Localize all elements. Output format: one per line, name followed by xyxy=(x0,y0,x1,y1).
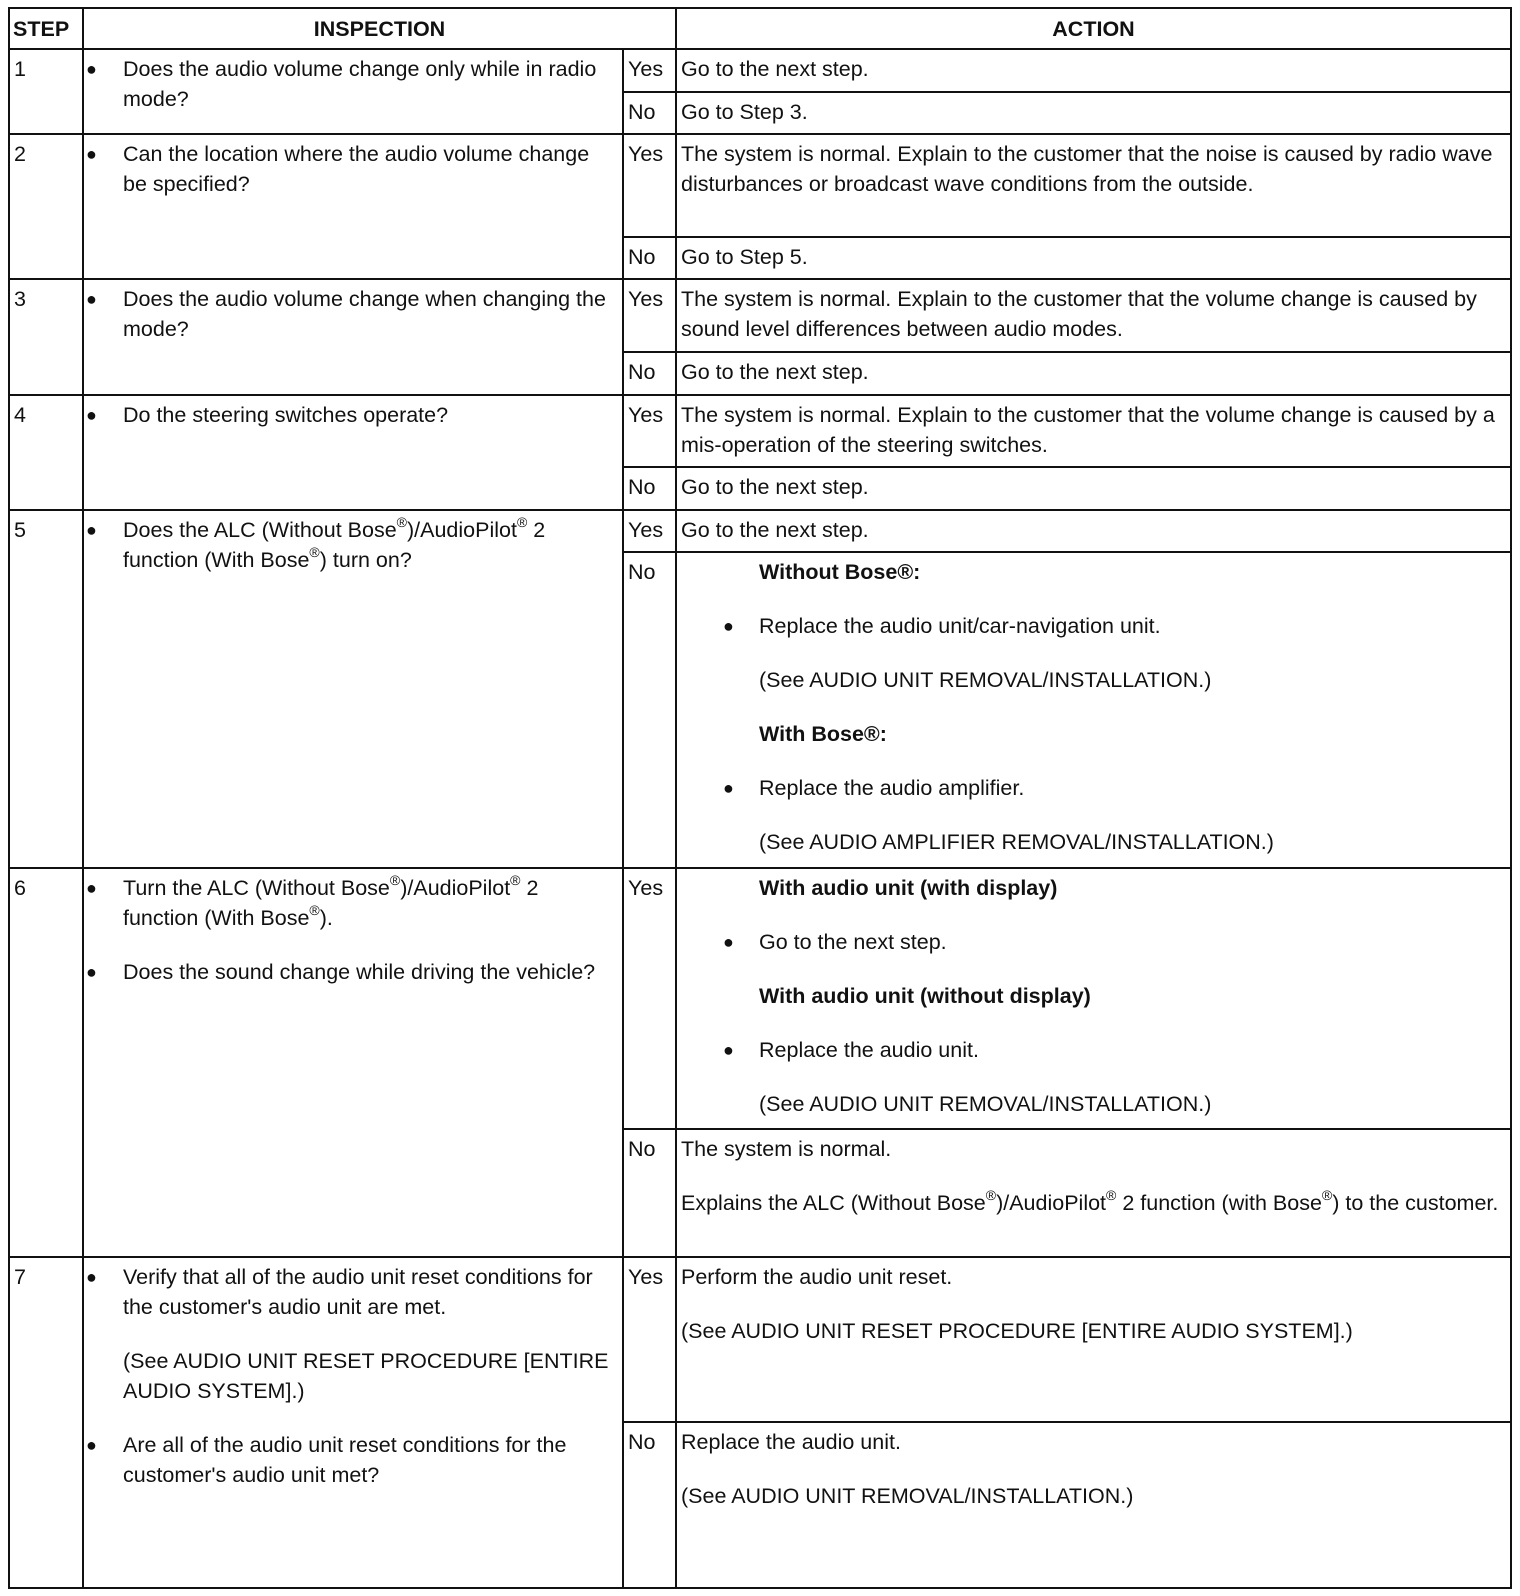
table-row xyxy=(9,1257,1511,1422)
question-text: ). xyxy=(319,906,333,931)
no-action xyxy=(676,1422,1511,1588)
question-text: )/AudioPilot xyxy=(407,517,517,542)
yes-label: Yes xyxy=(623,279,676,352)
no-action: Go to Step 3. xyxy=(676,92,1511,135)
registered-mark: ® xyxy=(516,513,528,530)
action-heading: With audio unit (without display) xyxy=(759,984,1091,1009)
action-text: Replace the audio unit. xyxy=(681,1429,901,1454)
inspection-cell xyxy=(83,1257,623,1588)
yes-label: Yes xyxy=(623,134,676,236)
action-heading: Without Bose®: xyxy=(759,560,921,585)
yes-label: Yes xyxy=(623,49,676,92)
action-bullet: ● Replace the audio unit. xyxy=(681,1035,1506,1065)
action-text xyxy=(681,1188,1506,1218)
no-label: No xyxy=(623,467,676,510)
registered-mark: ® xyxy=(389,872,401,889)
action-reference: (See AUDIO UNIT RESET PROCEDURE [ENTIRE AUDIO SYSTEM].) xyxy=(681,1318,1353,1343)
no-action xyxy=(676,1129,1511,1257)
inspection-question: ● Does the sound change while driving the vehicle? xyxy=(88,957,618,987)
inspection-question: ● Can the location where the audio volume change be specified? xyxy=(88,139,618,199)
action-reference: (See AUDIO UNIT REMOVAL/INSTALLATION.) xyxy=(681,1483,1134,1508)
table-row xyxy=(9,134,1511,236)
inspection-question: ● Are all of the audio unit reset conditions for the customer's audio unit met? xyxy=(88,1430,618,1490)
inspection-cell xyxy=(83,279,623,394)
inspection-cell xyxy=(83,868,623,1257)
inspection-cell xyxy=(83,510,623,868)
table-header-row xyxy=(9,8,1511,49)
action-heading: With audio unit (with display) xyxy=(759,876,1058,901)
no-action: Go to the next step. xyxy=(676,467,1511,510)
no-label: No xyxy=(623,352,676,395)
action-bullet: ● Go to the next step. xyxy=(681,927,1506,957)
inspection-question xyxy=(88,873,618,933)
inspection-question: ● Do the steering switches operate? xyxy=(88,400,618,430)
question-text: Turn the ALC (Without Bose xyxy=(123,876,390,901)
inspection-cell xyxy=(83,49,623,134)
question-text: 2 function (With Bose xyxy=(123,876,539,931)
yes-label: Yes xyxy=(623,510,676,553)
header-action: ACTION xyxy=(676,8,1511,49)
inspection-reference: (See AUDIO UNIT RESET PROCEDURE [ENTIRE AUDIO SYSTEM].) xyxy=(123,1348,609,1403)
registered-mark: ® xyxy=(510,872,521,889)
step-number: 2 xyxy=(9,134,83,279)
no-label: No xyxy=(623,1129,676,1257)
inspection-cell xyxy=(83,395,623,510)
step-number: 7 xyxy=(9,1257,83,1588)
yes-action: Go to the next step. xyxy=(676,49,1511,92)
action-reference: (See AUDIO AMPLIFIER REMOVAL/INSTALLATION.) xyxy=(759,830,1274,855)
registered-mark: ® xyxy=(309,902,320,919)
registered-mark: ® xyxy=(396,513,407,530)
yes-action: Go to the next step. xyxy=(676,510,1511,553)
action-bullet: ● Replace the audio amplifier. xyxy=(681,773,1506,803)
action-heading: With Bose®: xyxy=(759,722,887,747)
yes-action xyxy=(676,1257,1511,1422)
inspection-question: ● Verify that all of the audio unit reset conditions for the customer's audio unit are met. xyxy=(88,1262,618,1322)
header-step: STEP xyxy=(9,8,83,49)
diagnosis-table xyxy=(8,7,1512,1589)
yes-action: The system is normal. Explain to the customer that the volume change is caused by sound level differences between audio modes. xyxy=(676,279,1511,352)
table-row xyxy=(9,510,1511,553)
yes-label: Yes xyxy=(623,395,676,468)
step-number: 6 xyxy=(9,868,83,1257)
yes-action: The system is normal. Explain to the customer that the noise is caused by radio wave disturbances or broadcast wave conditions from the outside. xyxy=(676,134,1511,236)
action-reference: (See AUDIO UNIT REMOVAL/INSTALLATION.) xyxy=(759,1092,1212,1117)
yes-label: Yes xyxy=(623,868,676,1129)
no-label: No xyxy=(623,1422,676,1588)
no-action xyxy=(676,552,1511,868)
action-text-part: 2 function (with Bose xyxy=(1116,1191,1322,1216)
action-text: Perform the audio unit reset. xyxy=(681,1264,953,1289)
step-number: 4 xyxy=(9,395,83,510)
inspection-question xyxy=(88,515,618,575)
yes-label: Yes xyxy=(623,1257,676,1422)
table-row xyxy=(9,49,1511,92)
no-label: No xyxy=(623,92,676,135)
action-text-part: Explains the ALC (Without Bose xyxy=(681,1191,986,1216)
step-number: 5 xyxy=(9,510,83,868)
yes-action xyxy=(676,868,1511,1129)
question-text: )/AudioPilot xyxy=(400,876,511,901)
no-action: Go to the next step. xyxy=(676,352,1511,395)
action-text: The system is normal. xyxy=(681,1137,892,1162)
action-reference: (See AUDIO UNIT REMOVAL/INSTALLATION.) xyxy=(759,668,1212,693)
no-label: No xyxy=(623,237,676,280)
registered-mark: ® xyxy=(1321,1187,1333,1204)
question-text: Does the ALC (Without Bose xyxy=(123,517,397,542)
question-text: 2 function (With Bose xyxy=(123,517,546,572)
registered-mark: ® xyxy=(309,543,320,560)
step-number: 3 xyxy=(9,279,83,394)
action-text-part: ) to the customer. xyxy=(1332,1191,1499,1216)
action-text-part: )/AudioPilot xyxy=(996,1191,1107,1216)
table-row xyxy=(9,395,1511,468)
table-row xyxy=(9,868,1511,1129)
step-number: 1 xyxy=(9,49,83,134)
header-inspection: INSPECTION xyxy=(83,8,676,49)
registered-mark: ® xyxy=(985,1187,997,1204)
no-label: No xyxy=(623,552,676,868)
registered-mark: ® xyxy=(1106,1187,1117,1204)
table-row xyxy=(9,279,1511,352)
question-text: ) turn on? xyxy=(319,547,412,572)
yes-action: The system is normal. Explain to the customer that the volume change is caused by a mis-operation of the steering switches. xyxy=(676,395,1511,468)
inspection-cell xyxy=(83,134,623,279)
inspection-question: ● Does the audio volume change when changing the mode? xyxy=(88,284,618,344)
action-bullet: ● Replace the audio unit/car-navigation unit. xyxy=(681,611,1506,641)
inspection-question: ● Does the audio volume change only while in radio mode? xyxy=(88,54,618,114)
no-action: Go to Step 5. xyxy=(676,237,1511,280)
